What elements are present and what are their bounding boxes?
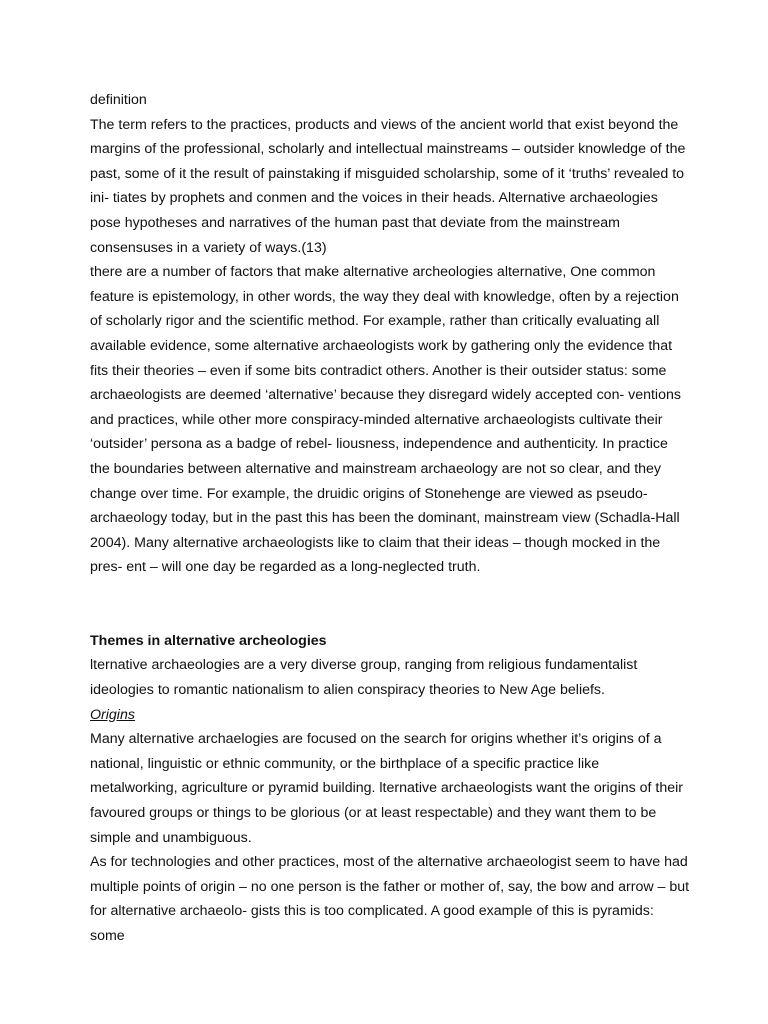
definition-paragraph: The term refers to the practices, products and views of the ancient world that exist beyond the margins of the professional, scholarly and intellectual mainstreams – outsider knowledge of the past, some of it the result of painstaking if misguided scholarship, some of it ‘truths’ revealed to ini- tiates by prophets and conmen and the voices in their heads. Alternative archaeologies pose hypotheses and narratives of the human past that deviate from the mainstream consensuses in a variety of ways.(13) [90, 116, 686, 256]
section-spacer [90, 580, 690, 629]
origins-paragraph-1: Many alternative archaelogies are focused on the search for origins whether it’s origins of a national, linguistic or ethnic community, or the birthplace of a specific practice like metalworking, agriculture or pyramid building. lternative archaeologists want the origins of their favoured groups or things to be glorious (or at least respectable) and they want them to be simple and unambiguous. [90, 731, 684, 846]
themes-paragraph: lternative archaeologies are a very diverse group, ranging from religious fundamentalist ideologies to romantic nationalism to alien conspiracy theories to New Age beliefs. [90, 657, 638, 699]
document-page [90, 88, 690, 949]
origins-subheading: Origins [90, 706, 135, 723]
themes-heading: Themes in alternative archeologies [90, 632, 327, 649]
origins-paragraph-2: As for technologies and other practices, most of the alternative archaeologist seem to have had multiple points of origin – no one person is the father or mother of, say, the bow and arrow – but for alternative archaeolo- gists this is too complicated. A good example of this is pyramids: some [90, 854, 690, 944]
factors-paragraph: there are a number of factors that make alternative archeologies alternative, One common feature is epistemology, in other words, the way they deal with knowledge, often by a rejection of scholarly rigor and the scientific method. For example, rather than critically evaluating all available evidence, some alternative archaeologists work by gathering only the evidence that fits their theories – even if some bits contradict others. Another is their outsider status: some archaeologists are deemed ‘alternative’ because they disregard widely accepted con- ventions and practices, while other more conspiracy-minded alternative archaeologists cultivate their ‘outsider’ persona as a badge of rebel- liousness, independence and authenticity. In practice the boundaries between alternative and mainstream archaeology are not so clear, and they change over time. For example, the druidic origins of Stonehenge are viewed as pseudo-archaeology today, but in the past this has been the dominant, mainstream view (Schadla-Hall 2004). Many alternative archaeologists like to claim that their ideas – though mocked in the pres- ent – will one day be regarded as a long-neglected truth. [90, 264, 681, 576]
definition-label: definition [90, 92, 147, 108]
